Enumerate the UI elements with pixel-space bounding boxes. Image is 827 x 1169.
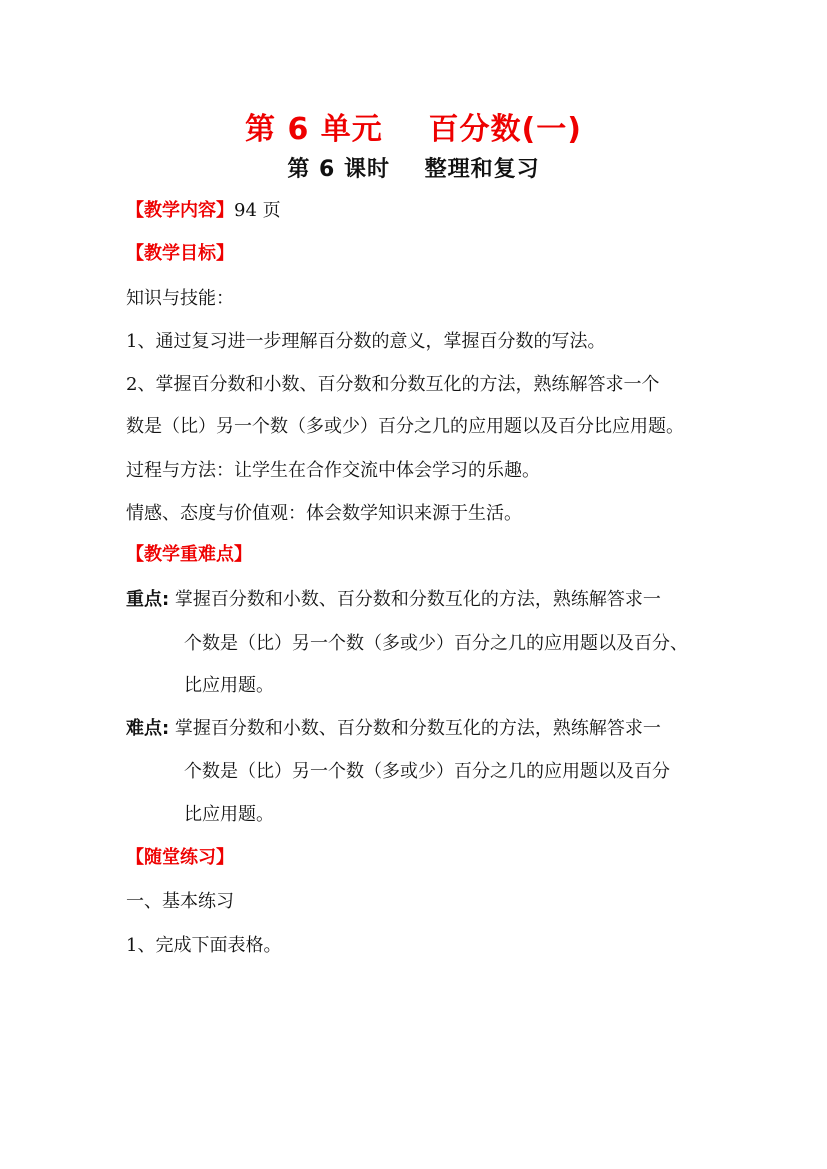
emotion-attitude-line: 情感、态度与价值观：体会数学知识来源于生活。 — [126, 503, 522, 524]
practice-section-1: 一、基本练习 — [126, 891, 234, 912]
difficulty-text-1: 掌握百分数和小数、百分数和分数互化的方法，熟练解答求一 — [169, 718, 661, 739]
unit-title: 第 6 单元 百分数(一) — [245, 112, 582, 147]
difficulty-label: 难点: — [126, 718, 170, 739]
goal-item-1: 1、通过复习进一步理解百分数的意义，掌握百分数的写法。 — [126, 331, 606, 352]
goal-item-2-line-1: 2、掌握百分数和小数、百分数和分数互化的方法，熟练解答求一个 — [126, 374, 660, 395]
lesson-subtitle: 第 6 课时 整理和复习 — [287, 157, 540, 182]
teaching-content-value: 94 页 — [234, 200, 281, 221]
difficulty-line-1 — [126, 717, 661, 741]
teaching-goals-label: 【教学目标】 — [126, 243, 234, 264]
difficulty-line-3: 比应用题。 — [184, 804, 274, 825]
difficulty-line-2: 个数是（比）另一个数（多或少）百分之几的应用题以及百分 — [184, 761, 670, 782]
focus-line-3: 比应用题。 — [184, 675, 274, 696]
teaching-content-line — [126, 199, 281, 223]
classroom-practice-label: 【随堂练习】 — [126, 847, 234, 868]
goal-item-2-line-2: 数是（比）另一个数（多或少）百分之几的应用题以及百分比应用题。 — [126, 416, 684, 437]
process-method-line: 过程与方法：让学生在合作交流中体会学习的乐趣。 — [126, 460, 540, 481]
focus-line-1 — [126, 588, 661, 612]
teaching-content-label: 【教学内容】 — [126, 200, 234, 221]
key-difficult-points-label: 【教学重难点】 — [126, 544, 252, 565]
focus-line-2: 个数是（比）另一个数（多或少）百分之几的应用题以及百分、 — [184, 633, 688, 654]
practice-item-1: 1、完成下面表格。 — [126, 935, 282, 956]
focus-label: 重点: — [126, 589, 170, 610]
focus-text-1: 掌握百分数和小数、百分数和分数互化的方法，熟练解答求一 — [169, 589, 661, 610]
knowledge-skills-label: 知识与技能： — [126, 288, 234, 309]
